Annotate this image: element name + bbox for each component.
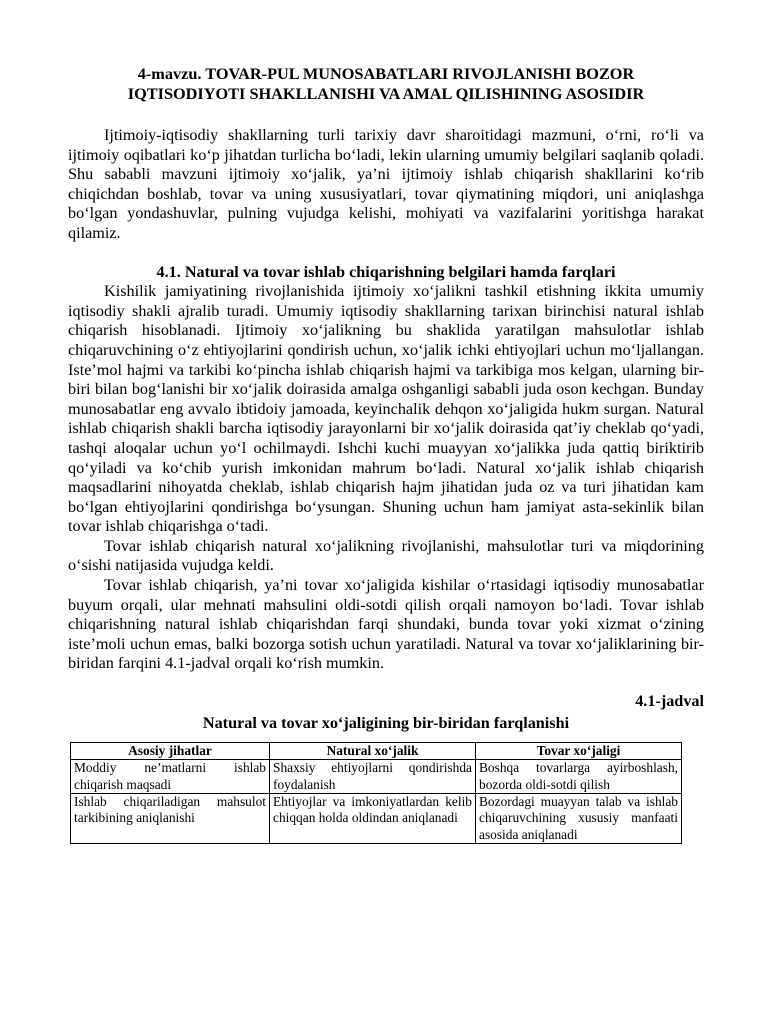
table-cell: Ehtiyojlar va imkoniyatlardan kelib chiqqan holda oldindan aniqlanadi [270, 794, 476, 844]
section-paragraph-1: Kishilik jamiyatining rivojlanishida ijtimoiy xoʻjalikni tashkil etishning ikkita umumiy iqtisodiy shakli ajralib turadi. Umumiy iqtisodiy shakllarning tarixan birinchisi natural ishlab chiqarish hisoblanadi. Ijtimoiy xoʻjalikning bu shaklida yaratilgan mahsulotlar ishlab chiqaruvchining oʻz ehtiyojlarini qondirish uchun, xoʻjalik ichki ehtiyojlari uchun moʻljallangan. Iste’mol hajmi va tarkibi koʻpincha ishlab chiqarish hajmi va tarkibiga mos kelgan, ularning bir-biri bilan bogʻlanishi bir xoʻjalik doirasida amalga oshganligi sababli juda oson kechgan. Bunday munosabatlar eng avvalo ibtidoiy jamoada, keyinchalik dehqon xoʻjaligida hukm surgan. Natural ishlab chiqarish shakli barcha iqtisodiy jarayonlarni bir xoʻjalik doirasida qat’iy cheklab qoʻyadi, tashqi aloqalar uchun yoʻl ochilmaydi. Ishchi kuchi muayyan xoʻjalikka juda qattiq biriktirib qoʻyiladi va koʻchib yurish imkonidan mahrum boʻladi. Natural xoʻjalik ishlab chiqarish maqsadlarini nihoyatda cheklab, ishlab chiqarish hajm jihatidan juda oz va turi jihatidan kam boʻlgan ehtiyojlarini qondirishga boʻysungan. Shuning uchun ham jamiyat asta-sekinlik bilan tovar ishlab chiqarishga oʻtadi. [68, 282, 704, 536]
table-row [71, 760, 682, 794]
comparison-table [70, 742, 682, 844]
document-page [68, 64, 704, 844]
title-line-1: 4-mavzu. TOVAR-PUL MUNOSABATLARI RIVOJLANISHI BOZOR [137, 64, 635, 83]
section-heading: 4.1. Natural va tovar ishlab chiqarishning belgilari hamda farqlari [156, 262, 616, 281]
title-line-2: IQTISODIYOTI SHAKLLANISHI VA AMAL QILISHINING ASOSIDIR [127, 84, 645, 103]
table-cell: Boshqa tovarlarga ayirboshlash, bozorda oldi-sotdi qilish [476, 760, 682, 794]
document-title [68, 64, 704, 104]
table-cell: Shaxsiy ehtiyojlarni qondirishda foydalanish [270, 760, 476, 794]
table-header-cell: Tovar xoʻjaligi [476, 743, 682, 760]
table-number: 4.1-jadval [635, 692, 704, 711]
table-caption: Natural va tovar xoʻjaligining bir-biridan farqlanishi [202, 713, 570, 732]
section-paragraph-3: Tovar ishlab chiqarish, ya’ni tovar xoʻjaligida kishilar oʻrtasidagi iqtisodiy munosabatlar buyum orqali, ular mehnati mahsulini oldi-sotdi qilish orqali namoyon boʻladi. Tovar ishlab chiqarishning natural ishlab chiqarishdan farqi shundaki, bunda tovar yoki xizmat oʻzining iste’moli uchun emas, balki bozorga sotish uchun yaratiladi. Natural va tovar xoʻjaliklarining bir-biridan farqini 4.1-jadval orqali koʻrish mumkin. [68, 576, 704, 673]
table-row [71, 794, 682, 844]
intro-paragraph: Ijtimoiy-iqtisodiy shakllarning turli tarixiy davr sharoitidagi mazmuni, oʻrni, roʻli va ijtimoiy oqibatlari koʻp jihatdan turlicha boʻladi, lekin ularning umumiy belgilari saqlanib qoladi. Shu sababli mavzuni ijtimoiy xoʻjalik, ya’ni ijtimoiy ishlab chiqarish shakllarini koʻrib chiqichdan boshlab, tovar va uning xususiyatlari, tovar qiymatining miqdori, uni aniqlashga boʻlgan yondashuvlar, pulning vujudga kelishi, mohiyati va vazifalarini yoritishga harakat qilamiz. [68, 126, 704, 242]
table-cell: Moddiy ne’matlarni ishlab chiqarish maqsadi [71, 760, 270, 794]
table-header-cell: Asosiy jihatlar [71, 743, 270, 760]
table-header-row [71, 743, 682, 760]
section-paragraph-2: Tovar ishlab chiqarish natural xoʻjalikning rivojlanishi, mahsulotlar turi va miqdorining oʻsishi natijasida vujudga keldi. [68, 536, 704, 575]
table-cell: Ishlab chiqariladigan mahsulot tarkibining aniqlanishi [71, 794, 270, 844]
table-header-cell: Natural xoʻjalik [270, 743, 476, 760]
table-cell: Bozordagi muayyan talab va ishlab chiqaruvchining xususiy manfaati asosida aniqlanadi [476, 794, 682, 844]
